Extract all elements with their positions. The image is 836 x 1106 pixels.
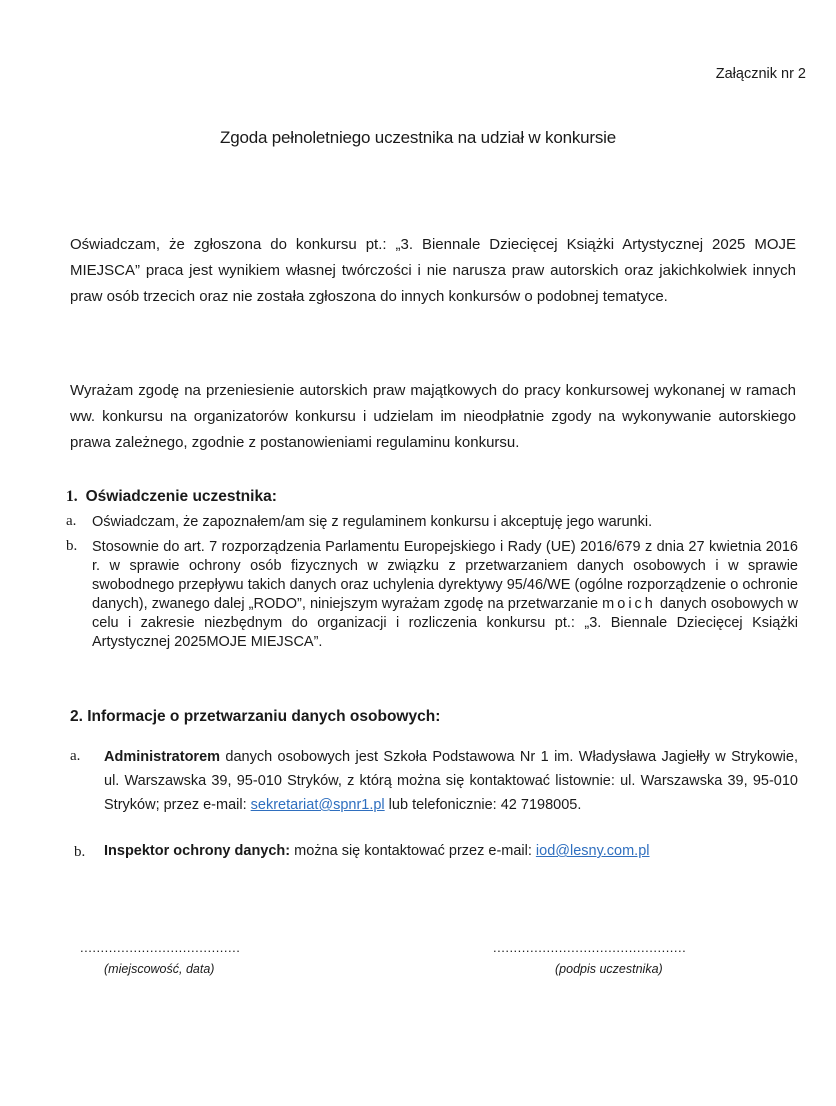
signature-line: ...............................................	[493, 940, 687, 955]
administrator-text: danych osobowych jest Szkoła Podstawowa Nr 1 im. Władysława Jagiełły w Strykowie, ul. Warszawska 39, 95-010 Stryków, z którą można się kontaktować listownie: ul. Warszawska 39, 95-010 Stryków; przez e-mail:	[104, 749, 798, 813]
section-1-heading	[66, 488, 277, 506]
signature-caption: (podpis uczestnika)	[555, 962, 663, 976]
section-2-heading: 2. Informacje o przetwarzaniu danych osobowych:	[70, 708, 441, 725]
item-marker: b.	[66, 538, 78, 554]
section-1-title: Oświadczenie uczestnika:	[85, 488, 277, 505]
administrator-text-end: lub telefonicznie: 42 7198005.	[384, 797, 582, 813]
copyright-consent: Wyrażam zgodę na przeniesienie autorskich praw majątkowych do pracy konkursowej wykonanej w ramach ww. konkursu na organizatorów konkursu i udzielam im nieodpłatnie zgody na wykonywanie autorskiego prawa zależnego, zgodnie z postanowieniami regulaminu konkursu.	[70, 382, 796, 451]
annex-number: Załącznik nr 2	[715, 66, 806, 82]
secretariat-email-link[interactable]: sekretariat@spnr1.pl	[250, 797, 385, 813]
dpo-text: można się kontaktować przez e-mail:	[290, 843, 536, 859]
statement-item-a: Oświadczam, że zapoznałem/am się z regulaminem konkursu i akceptuję jego warunki.	[92, 514, 653, 530]
section-1-number: 1.	[66, 488, 78, 505]
document-title: Zgoda pełnoletniego uczestnika na udział w konkursie	[220, 128, 616, 147]
originality-statement: Oświadczam, że zgłoszona do konkursu pt.: „3. Biennale Dziecięcej Książki Artystycznej 2025 MOJE MIEJSCA” praca jest wynikiem własnej twórczości i nie narusza praw autorskich oraz jakichkolwiek innych praw osób trzecich oraz nie została zgłoszona do innych konkursów o podobnej tematyce.	[70, 236, 796, 305]
rodo-text-end: danych osobowych w celu i zakresie niezbędnym do organizacji i rozliczenia konkursu pt.: „3. Biennale Dziecięcej Książki Artystycznej 2025MOJE MIEJSCA”.	[92, 596, 798, 650]
administrator-info	[104, 745, 798, 817]
item-marker: a.	[66, 513, 77, 529]
place-date-line: .......................................	[80, 940, 241, 955]
statement-item-b	[92, 538, 798, 652]
rodo-text: Stosownie do art. 7 rozporządzenia Parlamentu Europejskiego i Rady (UE) 2016/679 z dnia 27 kwietnia 2016 r. w sprawie ochrony osób fizycznych w związku z przetwarzaniem danych osobowych i w sprawie swobodnego przepływu takich danych oraz uchylenia dyrektywy 95/46/WE (ogólne rozporządzenie o ochronie danych), zwanego dalej „RODO”, niniejszym wyrażam zgodę na przetwarzanie	[92, 539, 798, 612]
dpo-email-link[interactable]: iod@lesny.com.pl	[535, 843, 650, 859]
dpo-label: Inspektor ochrony danych:	[104, 843, 291, 859]
administrator-label: Administratorem	[104, 749, 221, 765]
item-marker: b.	[74, 844, 86, 860]
item-marker: a.	[70, 748, 81, 764]
spaced-word: moich	[602, 596, 656, 612]
dpo-info	[104, 842, 798, 861]
place-date-caption: (miejscowość, data)	[104, 962, 215, 976]
